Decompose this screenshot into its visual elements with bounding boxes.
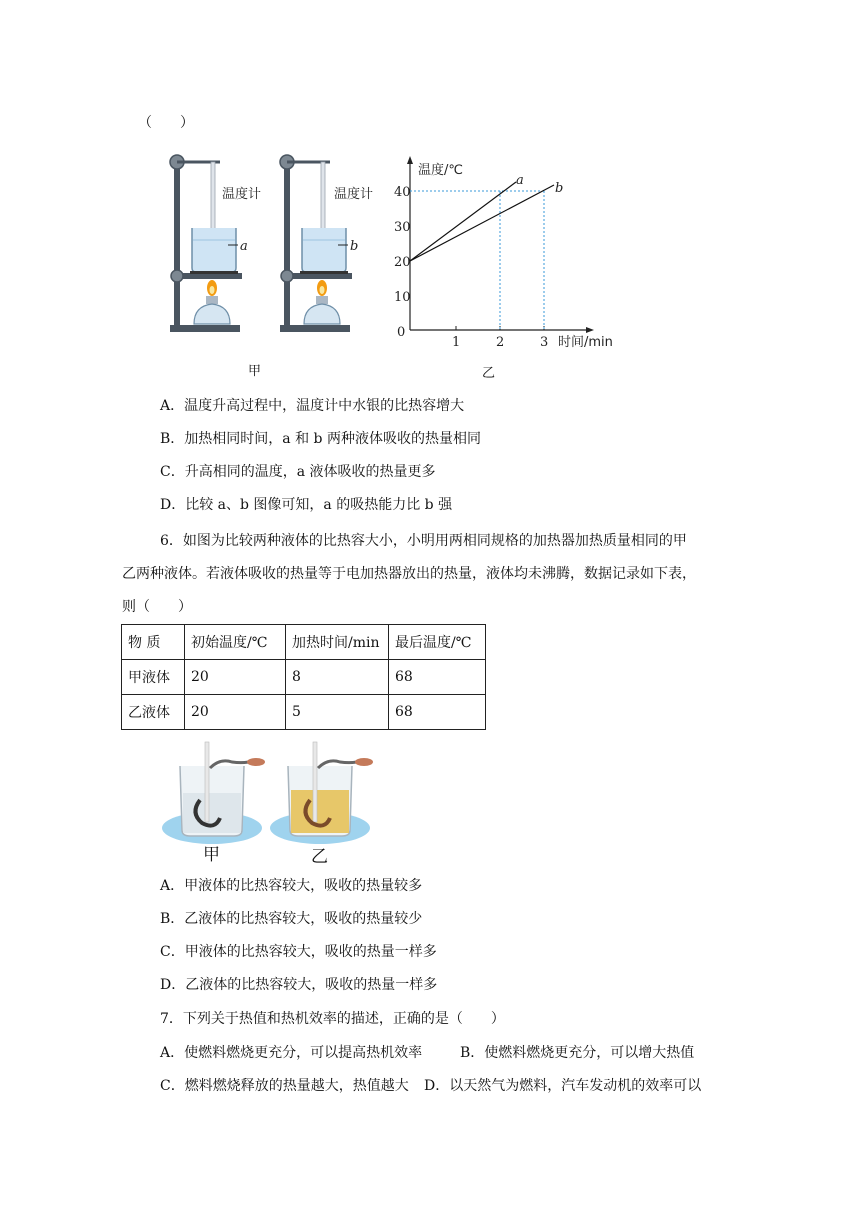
- question-bracket: （ ）: [138, 115, 194, 131]
- table-cell: 68: [389, 695, 486, 730]
- table-cell: 20: [185, 695, 286, 730]
- apparatus-b: [280, 155, 352, 332]
- temperature-time-graph: [394, 156, 613, 350]
- beaker-label-yi: 乙: [311, 847, 328, 867]
- y-tick-10: 10: [394, 290, 411, 305]
- table-header-cell: 初始温度/℃: [185, 625, 286, 660]
- y-tick-40: 40: [394, 185, 411, 200]
- data-table: [121, 624, 486, 730]
- x-axis-label: 时间/min: [558, 335, 613, 350]
- q6-option-d: D．乙液体的比热容较大，吸收的热量一样多: [160, 977, 438, 993]
- q5-option-d: D．比较 a、b 图像可知，a 的吸热能力比 b 强: [160, 497, 453, 513]
- table-cell: 68: [389, 660, 486, 695]
- origin-label: 0: [397, 325, 406, 340]
- x-tick-1: 1: [452, 335, 461, 350]
- table-header-cell: 加热时间/min: [286, 625, 389, 660]
- heating-experiment-figure: [160, 140, 630, 350]
- y-tick-20: 20: [394, 255, 411, 270]
- beakers-figure: [160, 738, 390, 848]
- graph-line-b: [410, 185, 554, 261]
- q7-option-c: C．燃料燃烧释放的热量越大，热值越大: [160, 1078, 409, 1094]
- apparatus-a: [170, 155, 242, 332]
- thermometer-label-b: 温度计: [334, 187, 374, 202]
- q6-option-c: C．甲液体的比热容较大，吸收的热量一样多: [160, 944, 437, 960]
- q6-stem-line3: 则（ ）: [122, 599, 192, 615]
- q6-stem-line1: 6．如图为比较两种液体的比热容大小，小明用两相同规格的加热器加热质量相同的甲: [160, 533, 687, 549]
- table-cell: 乙液体: [122, 695, 185, 730]
- table-cell: 5: [286, 695, 389, 730]
- table-header-row: [122, 625, 486, 660]
- table-row: [122, 660, 486, 695]
- q6-stem-line2: 乙两种液体。若液体吸收的热量等于电加热器放出的热量，液体均未沸腾，数据记录如下表，: [122, 566, 696, 582]
- q7-option-b: B．使燃料燃烧更充分，可以增大热值: [460, 1045, 695, 1061]
- graph-line-a: [410, 182, 516, 261]
- x-tick-2: 2: [496, 335, 505, 350]
- figure-caption-right: 乙: [482, 366, 496, 381]
- beaker-label-jia: 甲: [203, 845, 220, 865]
- q6-option-b: B．乙液体的比热容较大，吸收的热量较少: [160, 911, 423, 927]
- q6-option-a: A．甲液体的比热容较大，吸收的热量较多: [160, 878, 423, 894]
- y-tick-30: 30: [394, 220, 411, 235]
- table-header-cell: 最后温度/℃: [389, 625, 486, 660]
- q5-option-a: A．温度升高过程中，温度计中水银的比热容增大: [160, 398, 465, 414]
- table-row: [122, 695, 486, 730]
- x-tick-3: 3: [540, 335, 549, 350]
- q5-option-c: C．升高相同的温度，a 液体吸收的热量更多: [160, 464, 436, 480]
- graph-label-b: b: [555, 181, 564, 196]
- table-header-cell: 物 质: [122, 625, 185, 660]
- y-axis-label: 温度/℃: [418, 163, 463, 178]
- table-cell: 20: [185, 660, 286, 695]
- q5-option-b: B．加热相同时间，a 和 b 两种液体吸收的热量相同: [160, 431, 481, 447]
- thermometer-label-a: 温度计: [222, 187, 262, 202]
- q7-option-d: D．以天然气为燃料，汽车发动机的效率可以: [424, 1078, 702, 1094]
- q7-option-a: A．使燃料燃烧更充分，可以提高热机效率: [160, 1045, 423, 1061]
- graph-label-a: a: [516, 173, 524, 188]
- table-cell: 甲液体: [122, 660, 185, 695]
- q7-stem: 7．下列关于热值和热机效率的描述，正确的是（ ）: [160, 1011, 505, 1027]
- liquid-label-b: b: [350, 239, 359, 254]
- table-cell: 8: [286, 660, 389, 695]
- figure-caption-left: 甲: [248, 364, 262, 379]
- liquid-label-a: a: [240, 239, 248, 254]
